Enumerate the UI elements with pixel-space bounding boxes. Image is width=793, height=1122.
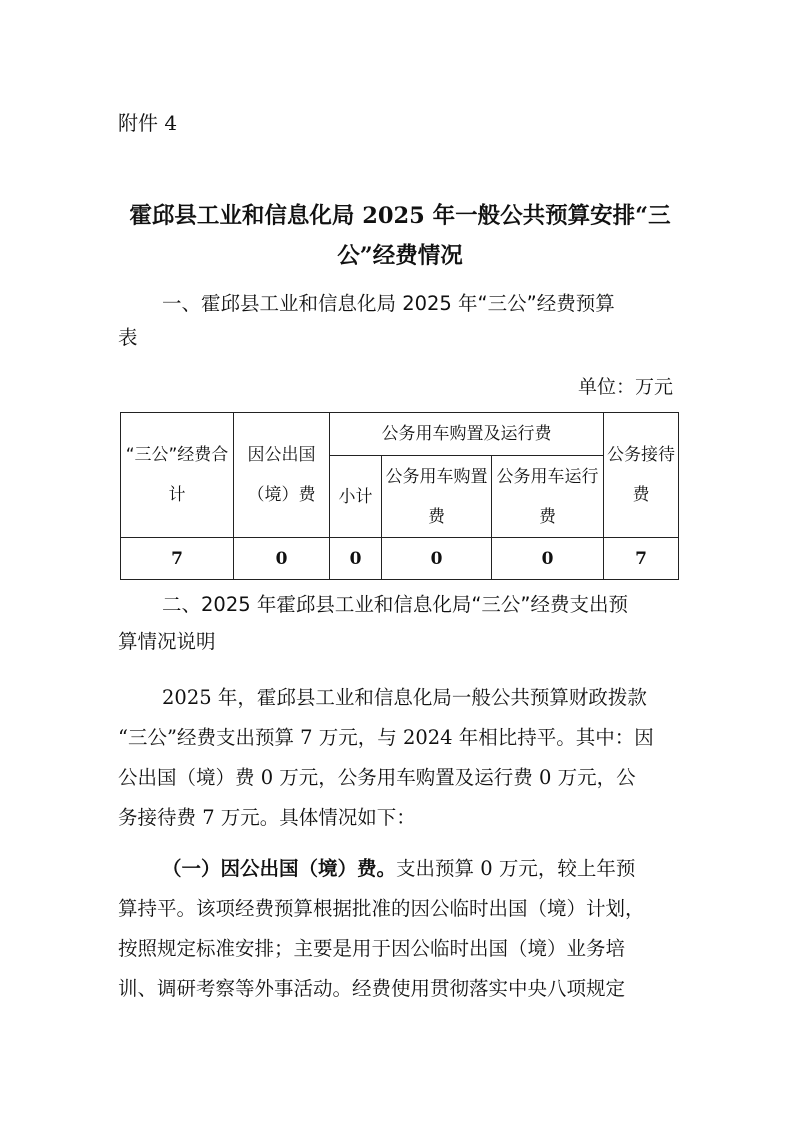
paragraph-1-line: “三公”经费支出预算 7 万元，与 2024 年相比持平。其中：因 xyxy=(118,726,654,749)
paragraph-1-line: 公出国（境）费 0 万元，公务用车购置及运行费 0 万元，公 xyxy=(118,766,636,789)
section-2-heading-line-1: 二、2025 年霍邱县工业和信息化局“三公”经费支出预 xyxy=(162,593,629,616)
paragraph-1-line: 2025 年，霍邱县工业和信息化局一般公共预算财政拨款 xyxy=(162,686,647,709)
paragraph-1-line: 务接待费 7 万元。具体情况如下： xyxy=(118,806,416,829)
section-2-heading-line-2: 算情况说明 xyxy=(118,630,216,653)
paragraph-2-lead: （一）因公出国（境）费。 xyxy=(162,857,397,880)
header-vehicle-purchase: 公务用车购置费 xyxy=(382,456,492,538)
section-1-heading-line-2: 表 xyxy=(118,326,138,349)
document-title-line-1: 霍邱县工业和信息化局 2025 年一般公共预算安排“三 xyxy=(129,203,671,229)
header-vehicle-group: 公务用车购置及运行费 xyxy=(330,413,604,456)
document-title-line-2: 公”经费情况 xyxy=(337,243,463,269)
value-vehicle-purchase: 0 xyxy=(382,538,492,580)
value-reception: 7 xyxy=(604,538,679,580)
header-vehicle-operation: 公务用车运行费 xyxy=(492,456,604,538)
value-vehicle-operation: 0 xyxy=(492,538,604,580)
value-abroad: 0 xyxy=(234,538,330,580)
header-reception: 公务接待费 xyxy=(604,413,679,538)
header-subtotal: 小计 xyxy=(330,456,382,538)
unit-label: 单位：万元 xyxy=(577,376,673,398)
paragraph-2-line-1 xyxy=(162,854,635,884)
paragraph-2-line-1-rest: 支出预算 0 万元，较上年预 xyxy=(396,857,636,880)
header-total: “三公”经费合计 xyxy=(121,413,234,538)
header-abroad: 因公出国（境）费 xyxy=(234,413,330,538)
budget-table xyxy=(120,412,679,580)
paragraph-2-line: 按照规定标准安排；主要是用于因公临时出国（境）业务培 xyxy=(118,937,626,960)
table-row xyxy=(121,538,679,580)
value-total: 7 xyxy=(121,538,234,580)
attachment-label: 附件 4 xyxy=(118,111,178,135)
value-subtotal: 0 xyxy=(330,538,382,580)
paragraph-2-line: 训、调研考察等外事活动。经费使用贯彻落实中央八项规定 xyxy=(118,977,626,1000)
paragraph-2-line: 算持平。该项经费预算根据批准的因公临时出国（境）计划， xyxy=(118,897,645,920)
section-1-heading-line-1: 一、霍邱县工业和信息化局 2025 年“三公”经费预算 xyxy=(162,292,615,315)
